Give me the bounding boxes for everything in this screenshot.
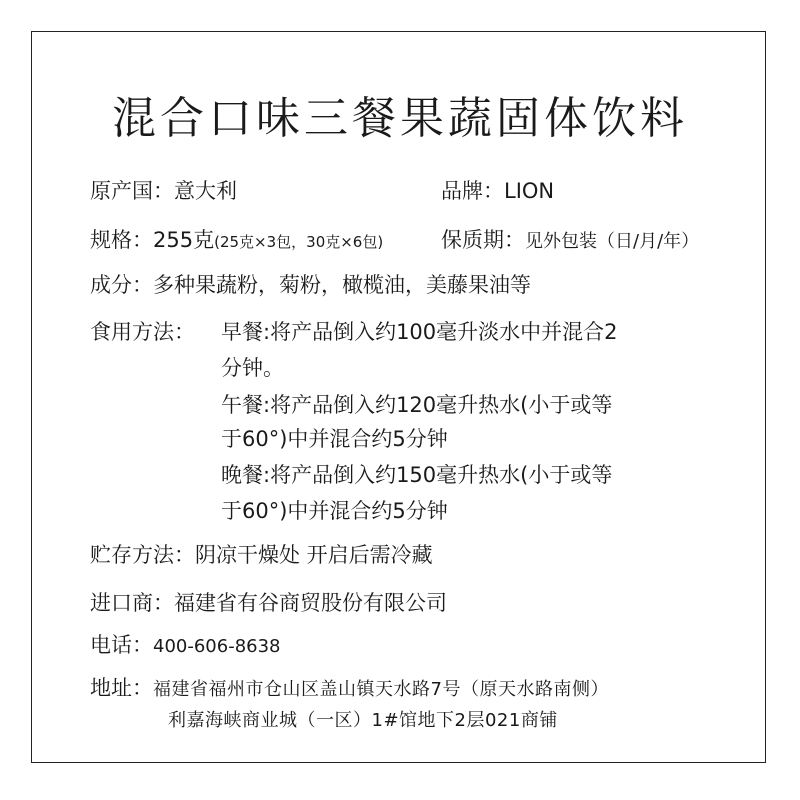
phone-value: 400-606-8638	[153, 636, 281, 657]
origin-label: 原产国：	[90, 179, 174, 203]
origin-row	[90, 176, 237, 206]
spec-label: 规格：	[90, 228, 153, 252]
address-row	[90, 673, 609, 705]
shelf-life-row	[441, 225, 699, 257]
usage-line: 晚餐:将产品倒入约150毫升热水(小于或等	[221, 463, 613, 487]
spec-value: 255克	[153, 228, 215, 252]
brand-row	[441, 176, 554, 206]
spec-row	[90, 225, 383, 257]
importer-value: 福建省有谷商贸股份有限公司	[174, 591, 447, 615]
storage-value: 阴凉干燥处 开启后需冷藏	[195, 543, 433, 567]
brand-label: 品牌：	[441, 179, 504, 203]
usage-line: 午餐:将产品倒入约120毫升热水(小于或等	[221, 393, 613, 417]
storage-row	[90, 540, 433, 570]
phone-row	[90, 630, 281, 662]
ingredients-label: 成分：	[90, 273, 153, 297]
usage-line: 早餐:将产品倒入约100毫升淡水中并混合2	[221, 320, 618, 344]
importer-label: 进口商：	[90, 591, 174, 615]
address-line-1: 福建省福州市仓山区盖山镇天水路7号（原天水路南侧）	[153, 679, 609, 700]
phone-label: 电话：	[90, 633, 153, 657]
ingredients-row	[90, 270, 531, 300]
ingredients-value: 多种果蔬粉，菊粉，橄榄油，美藤果油等	[153, 273, 531, 297]
shelf-life-value: 见外包装（日/月/年）	[525, 231, 700, 252]
usage-line: 于60°)中并混合约5分钟	[221, 427, 448, 451]
shelf-life-label: 保质期：	[441, 228, 525, 252]
usage-label: 食用方法：	[90, 320, 195, 344]
importer-row	[90, 588, 447, 618]
usage-line: 于60°)中并混合约5分钟	[221, 499, 448, 523]
brand-value: LION	[504, 179, 555, 203]
spec-detail: (25克×3包，30克×6包)	[214, 233, 384, 251]
address-label: 地址：	[90, 676, 153, 700]
address-line-2: 利嘉海峡商业城（一区）1#馆地下2层021商铺	[168, 710, 558, 731]
product-title: 混合口味三餐果蔬固体饮料	[112, 93, 688, 144]
usage-line: 分钟。	[221, 356, 284, 380]
storage-label: 贮存方法：	[90, 543, 195, 567]
origin-value: 意大利	[174, 179, 237, 203]
